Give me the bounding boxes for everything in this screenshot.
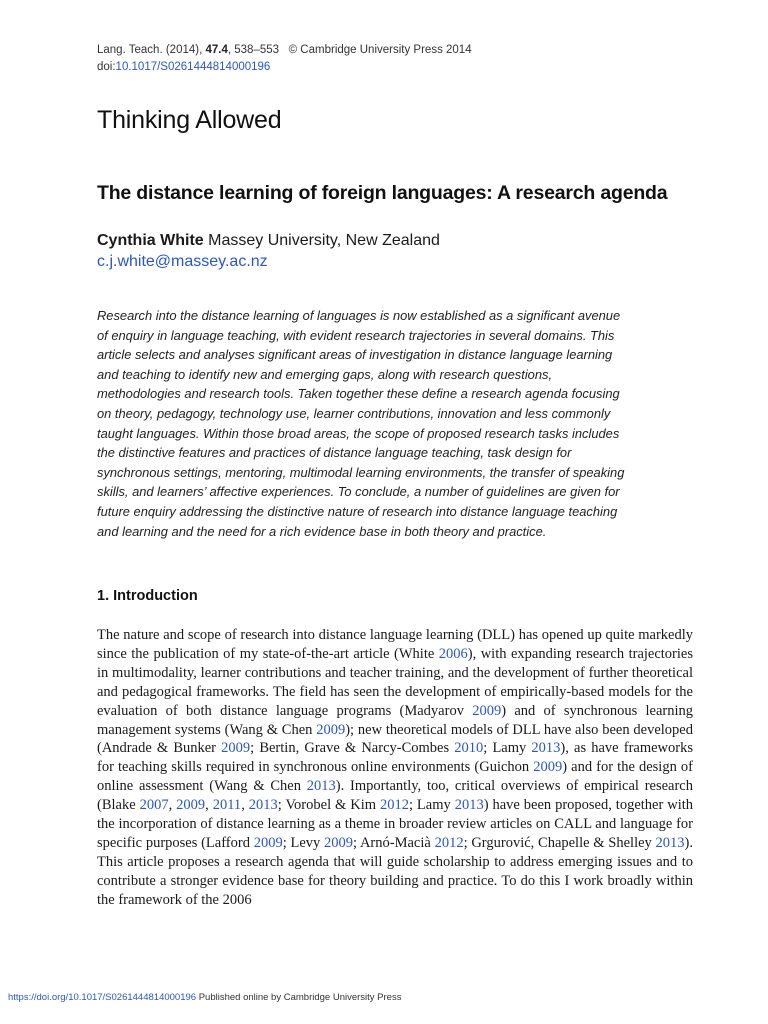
citation-year-link[interactable]: 2009: [472, 702, 502, 719]
citation-year-link[interactable]: 2013: [531, 740, 561, 757]
body-text-segment: ,: [205, 797, 213, 814]
journal-citation: Lang. Teach. (2014),: [97, 44, 203, 56]
citation-year-link[interactable]: 2009: [324, 834, 353, 851]
citation-year-link[interactable]: 2013: [655, 834, 685, 851]
copyright-notice: © Cambridge University Press 2014: [288, 44, 472, 56]
citation-year-link[interactable]: 2013: [306, 778, 336, 795]
doi-label: doi:: [97, 61, 116, 73]
citation-year-link[interactable]: 2009: [221, 740, 251, 757]
footer-doi-link[interactable]: https://doi.org/10.1017/S0261444814000196: [8, 992, 197, 1003]
citation-year-link[interactable]: 2009: [176, 797, 206, 814]
author-affiliation: Massey University, New Zealand: [203, 232, 440, 249]
body-text-segment: ) and for the design of online assessment (Wang & Chen: [97, 759, 694, 795]
body-text-segment: ); new theoretical models of DLL have also been developed (Andrade & Bunker: [97, 721, 693, 757]
citation-line: [97, 42, 472, 59]
body-text-segment: ; Arnó-Macià: [353, 834, 435, 851]
section-heading: Thinking Allowed: [97, 106, 282, 134]
body-text-segment: ; Vorobel & Kim: [277, 797, 380, 814]
citation-year-link[interactable]: 2009: [253, 834, 283, 851]
body-text-segment: ,: [241, 797, 249, 814]
intro-paragraph: [97, 626, 693, 910]
citation-year-link[interactable]: 2013: [248, 797, 278, 814]
body-text-segment: ; Lamy: [483, 740, 532, 757]
citation-year-link[interactable]: 2013: [454, 797, 484, 814]
body-text-segment: ) and of synchronous learning management systems (Wang & Chen: [97, 702, 693, 738]
body-text-segment: ; Grgurović, Chapelle & Shelley: [463, 834, 656, 851]
citation-year-link[interactable]: 2010: [454, 740, 484, 757]
intro-heading: 1. Introduction: [97, 588, 198, 604]
citation-year-link[interactable]: 2012: [434, 834, 464, 851]
page-footer: [8, 992, 401, 1003]
author-name: Cynthia White: [97, 232, 204, 249]
journal-header: [97, 42, 472, 76]
volume-issue: 47.4: [205, 44, 228, 56]
body-text-segment: ; Levy: [282, 834, 324, 851]
body-text-segment: The nature and scope of research into distance language learning (DLL) has opened up quite markedly since the publication of my state-of-the-art article (White: [97, 627, 693, 662]
page-range: , 538–553: [227, 44, 280, 56]
citation-year-link[interactable]: 2011: [212, 797, 242, 814]
body-text-segment: ; Lamy: [408, 797, 455, 814]
citation-year-link[interactable]: 2012: [379, 797, 409, 814]
citation-year-link[interactable]: 2006: [438, 645, 468, 662]
body-text-segment: ), as have frameworks for teaching skills required in synchronous online environments (Guichon: [97, 740, 693, 776]
body-text-segment: ). Importantly, too, critical overviews of empirical research (Blake: [97, 778, 693, 814]
body-text-segment: ) have been proposed, together with the incorporation of distance learning as a theme in broader review articles on CALL and language for specific purposes (Lafford: [97, 797, 694, 851]
doi-link[interactable]: 10.1017/S0261444814000196: [115, 61, 271, 73]
body-text-segment: ,: [168, 797, 177, 814]
author-block: [97, 230, 440, 272]
article-title: The distance learning of foreign languages: A research agenda: [97, 182, 668, 204]
author-line: [97, 230, 440, 251]
body-text-segment: ), with expanding research trajectories in multimodality, learner contributions and teacher training, and the development of further theoretical and pedagogical frameworks. The field has seen the development of empirically-based models for the evaluation of both distance language programs (Madyarov: [97, 645, 693, 719]
citation-year-link[interactable]: 2009: [316, 721, 346, 738]
citation-year-link[interactable]: 2007: [139, 797, 169, 814]
doi-line: [97, 59, 472, 76]
footer-published-text: Published online by Cambridge University Press: [196, 992, 402, 1003]
body-text-segment: ). This article proposes a research agenda that will guide scholarship to address emerging issues and to contribute a stronger evidence base for theory building and practice. To do this I work broadly within the framework of the 2006: [97, 834, 694, 908]
author-email-link[interactable]: c.j.white@massey.ac.nz: [97, 253, 268, 270]
abstract: Research into the distance learning of languages is now established as a significant avenue of enquiry in language teaching, with evident research trajectories in several domains. This article selects and analyses significant areas of investigation in distance language learning and teaching to identify new and emerging gaps, along with research questions, methodologies and research tools. Taken together these define a research agenda focusing on theory, pedagogy, technology use, learner contributions, innovation and less commonly taught languages. Within those broad areas, the scope of proposed research tasks includes the distinctive features and practices of distance language teaching, task design for synchronous settings, mentoring, multimodal learning environments, the transfer of speaking skills, and learners’ affective experiences. To conclude, a number of guidelines are given for future enquiry addressing the distinctive nature of research into distance language teaching and learning and the need for a rich evidence base in both theory and practice.: [97, 308, 625, 539]
body-text-segment: ; Bertin, Grave & Narcy-Combes: [250, 740, 455, 757]
citation-year-link[interactable]: 2009: [533, 759, 563, 776]
